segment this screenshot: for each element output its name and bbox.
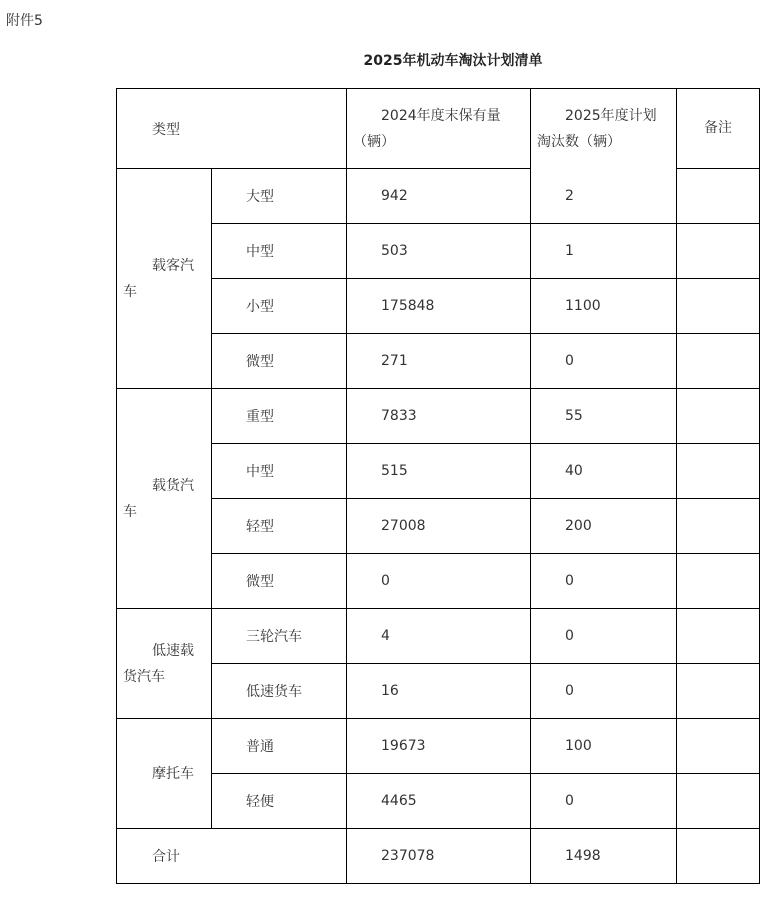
table-row (117, 444, 760, 499)
category-motorcycle: 摩托车 (117, 719, 212, 829)
category-freight: 载货汽 车 (117, 389, 212, 609)
subtype-cell: 大型 (212, 169, 347, 224)
stock-cell: 515 (347, 444, 531, 499)
stock-cell: 0 (347, 554, 531, 609)
header-stock-line1: 2024年度末保有量 (381, 108, 501, 124)
subtype-cell: 低速货车 (212, 664, 347, 719)
table-row (117, 554, 760, 609)
subtype-cell: 中型 (212, 224, 347, 279)
header-plan (531, 89, 677, 224)
category-low-speed: 低速载 货汽车 (117, 609, 212, 719)
stock-cell: 4 (347, 609, 531, 664)
subtype-cell: 轻型 (212, 499, 347, 554)
stock-cell: 942 (347, 169, 531, 224)
total-row (117, 829, 760, 884)
category-passenger: 载客汽 车 (117, 169, 212, 389)
subtype-cell: 轻便 (212, 774, 347, 829)
note-cell (677, 224, 760, 279)
note-cell (677, 279, 760, 334)
header-note: 备注 (677, 89, 760, 169)
subtype-cell: 中型 (212, 444, 347, 499)
subtype-cell: 小型 (212, 279, 347, 334)
stock-cell: 271 (347, 334, 531, 389)
table-row (117, 224, 760, 279)
table-row (117, 664, 760, 719)
table-row (117, 389, 760, 444)
table-row (117, 334, 760, 389)
note-cell (677, 334, 760, 389)
plan-cell: 55 (531, 389, 677, 444)
header-stock (347, 89, 531, 169)
stock-cell: 4465 (347, 774, 531, 829)
stock-cell: 175848 (347, 279, 531, 334)
note-cell (677, 444, 760, 499)
table-row (117, 774, 760, 829)
plan-cell: 0 (531, 774, 677, 829)
table-row (117, 499, 760, 554)
subtype-cell: 三轮汽车 (212, 609, 347, 664)
stock-cell: 27008 (347, 499, 531, 554)
note-cell (677, 389, 760, 444)
header-plan-line2: 淘汰数（辆） (537, 134, 621, 150)
plan-cell: 200 (531, 499, 677, 554)
plan-cell: 0 (531, 554, 677, 609)
plan-cell: 0 (531, 664, 677, 719)
plan-cell: 100 (531, 719, 677, 774)
note-cell (677, 609, 760, 664)
total-plan: 1498 (531, 829, 677, 884)
note-cell (677, 774, 760, 829)
first-plan-value: 2 (565, 188, 574, 204)
note-cell (677, 664, 760, 719)
note-cell (677, 499, 760, 554)
vehicle-retirement-table (116, 88, 760, 884)
note-cell (677, 554, 760, 609)
subtype-cell: 微型 (212, 554, 347, 609)
stock-cell: 16 (347, 664, 531, 719)
table-row (117, 609, 760, 664)
note-cell (677, 169, 760, 224)
note-cell (677, 719, 760, 774)
plan-cell: 0 (531, 334, 677, 389)
total-label: 合计 (117, 829, 347, 884)
table-header-row (117, 89, 760, 169)
attachment-label: 附件5 (6, 13, 43, 29)
stock-cell: 19673 (347, 719, 531, 774)
stock-cell: 7833 (347, 389, 531, 444)
header-type: 类型 (117, 89, 347, 169)
subtype-cell: 普通 (212, 719, 347, 774)
plan-cell: 1100 (531, 279, 677, 334)
plan-cell: 40 (531, 444, 677, 499)
plan-cell: 1 (531, 224, 677, 279)
plan-cell: 0 (531, 609, 677, 664)
header-stock-line2: （辆） (353, 134, 395, 150)
page-title: 2025年机动车淘汰计划清单 (363, 53, 543, 69)
subtype-cell: 重型 (212, 389, 347, 444)
stock-cell: 503 (347, 224, 531, 279)
table-row (117, 279, 760, 334)
note-cell (677, 829, 760, 884)
header-plan-line1: 2025年度计划 (565, 108, 657, 124)
subtype-cell: 微型 (212, 334, 347, 389)
table-row (117, 719, 760, 774)
total-stock: 237078 (347, 829, 531, 884)
